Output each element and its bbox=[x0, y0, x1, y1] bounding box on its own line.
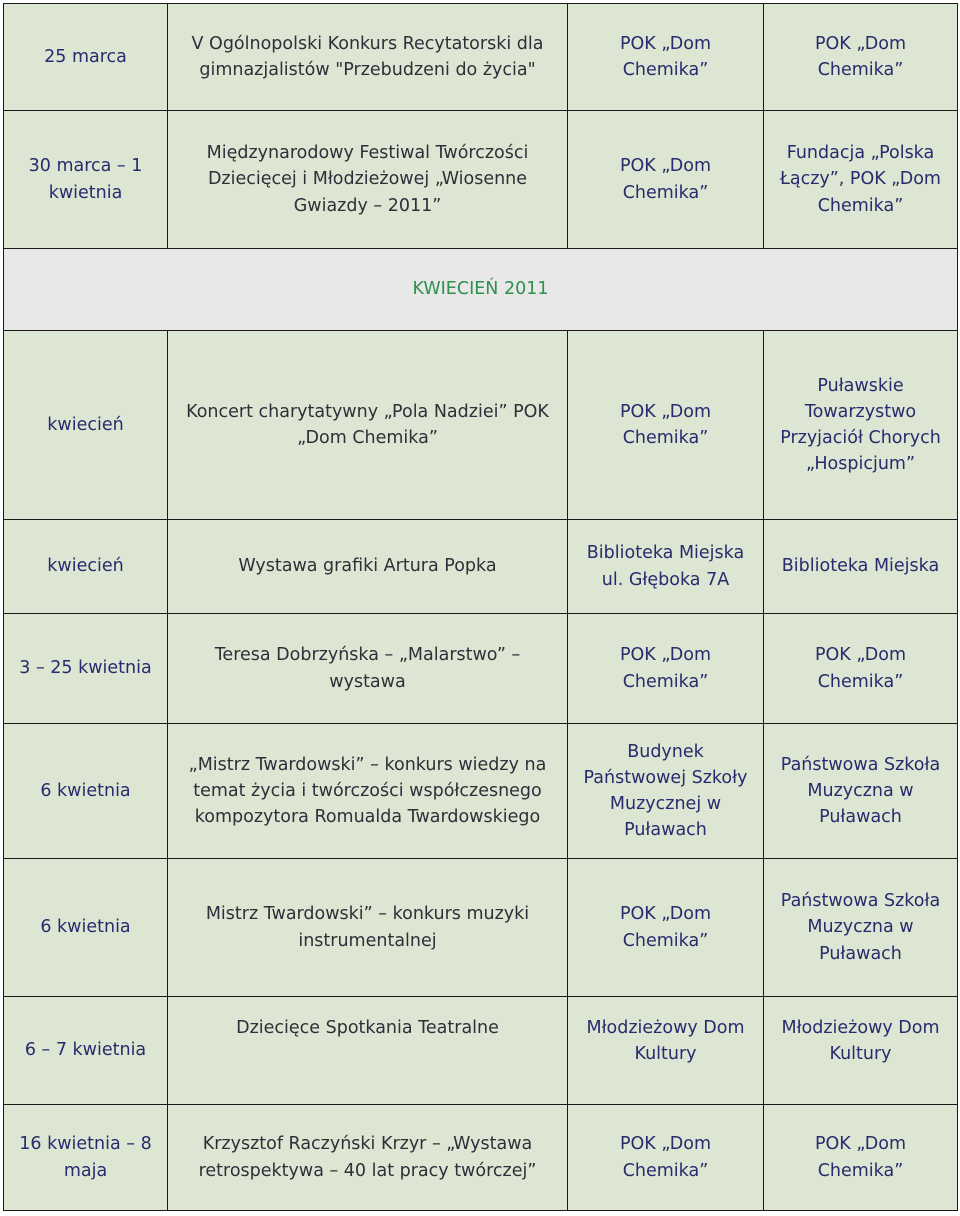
venue-cell: POK „Dom Chemika” bbox=[568, 4, 764, 111]
date-cell: 3 – 25 kwietnia bbox=[4, 614, 168, 724]
event-cell: Wystawa grafiki Artura Popka bbox=[168, 520, 568, 614]
table-row bbox=[4, 111, 958, 249]
date-cell: 6 kwietnia bbox=[4, 724, 168, 859]
venue-cell: POK „Dom Chemika” bbox=[568, 859, 764, 997]
event-cell: Mistrz Twardowski” – konkurs muzyki instrumentalnej bbox=[168, 859, 568, 997]
table-row bbox=[4, 614, 958, 724]
organizer-cell: Biblioteka Miejska bbox=[764, 520, 958, 614]
table-row bbox=[4, 859, 958, 997]
table-row bbox=[4, 724, 958, 859]
month-header-row bbox=[4, 249, 958, 331]
date-cell: 16 kwietnia – 8 maja bbox=[4, 1105, 168, 1211]
event-cell: Międzynarodowy Festiwal Twórczości Dziecięcej i Młodzieżowej „Wiosenne Gwiazdy – 2011” bbox=[168, 111, 568, 249]
venue-cell: POK „Dom Chemika” bbox=[568, 1105, 764, 1211]
organizer-cell: POK „Dom Chemika” bbox=[764, 614, 958, 724]
event-cell: V Ogólnopolski Konkurs Recytatorski dla gimnazjalistów "Przebudzeni do życia" bbox=[168, 4, 568, 111]
venue-cell: POK „Dom Chemika” bbox=[568, 331, 764, 520]
date-cell: kwiecień bbox=[4, 331, 168, 520]
venue-cell: POK „Dom Chemika” bbox=[568, 614, 764, 724]
event-cell: Dziecięce Spotkania Teatralne bbox=[168, 997, 568, 1105]
organizer-cell: Puławskie Towarzystwo Przyjaciół Chorych „Hospicjum” bbox=[764, 331, 958, 520]
venue-cell: Młodzieżowy Dom Kultury bbox=[568, 997, 764, 1105]
event-cell: Teresa Dobrzyńska – „Malarstwo” – wystawa bbox=[168, 614, 568, 724]
month-header: KWIECIEŃ 2011 bbox=[4, 249, 958, 331]
table-row bbox=[4, 520, 958, 614]
date-cell: 6 – 7 kwietnia bbox=[4, 997, 168, 1105]
organizer-cell: POK „Dom Chemika” bbox=[764, 4, 958, 111]
organizer-cell: Młodzieżowy Dom Kultury bbox=[764, 997, 958, 1105]
table-row bbox=[4, 331, 958, 520]
organizer-cell: POK „Dom Chemika” bbox=[764, 1105, 958, 1211]
venue-cell: POK „Dom Chemika” bbox=[568, 111, 764, 249]
organizer-cell: Państwowa Szkoła Muzyczna w Puławach bbox=[764, 724, 958, 859]
event-cell: Krzysztof Raczyński Krzyr – „Wystawa retrospektywa – 40 lat pracy twórczej” bbox=[168, 1105, 568, 1211]
date-cell: 30 marca – 1 kwietnia bbox=[4, 111, 168, 249]
event-cell: „Mistrz Twardowski” – konkurs wiedzy na temat życia i twórczości współczesnego kompozytora Romualda Twardowskiego bbox=[168, 724, 568, 859]
table-row bbox=[4, 1105, 958, 1211]
venue-cell: Budynek Państwowej Szkoły Muzycznej w Puławach bbox=[568, 724, 764, 859]
organizer-cell: Fundacja „Polska Łączy”, POK „Dom Chemika” bbox=[764, 111, 958, 249]
venue-cell: Biblioteka Miejska ul. Głęboka 7A bbox=[568, 520, 764, 614]
date-cell: 25 marca bbox=[4, 4, 168, 111]
organizer-cell: Państwowa Szkoła Muzyczna w Puławach bbox=[764, 859, 958, 997]
date-cell: 6 kwietnia bbox=[4, 859, 168, 997]
event-cell: Koncert charytatywny „Pola Nadziei” POK „Dom Chemika” bbox=[168, 331, 568, 520]
events-table bbox=[3, 3, 958, 1211]
table-row bbox=[4, 997, 958, 1105]
date-cell: kwiecień bbox=[4, 520, 168, 614]
table-row bbox=[4, 4, 958, 111]
